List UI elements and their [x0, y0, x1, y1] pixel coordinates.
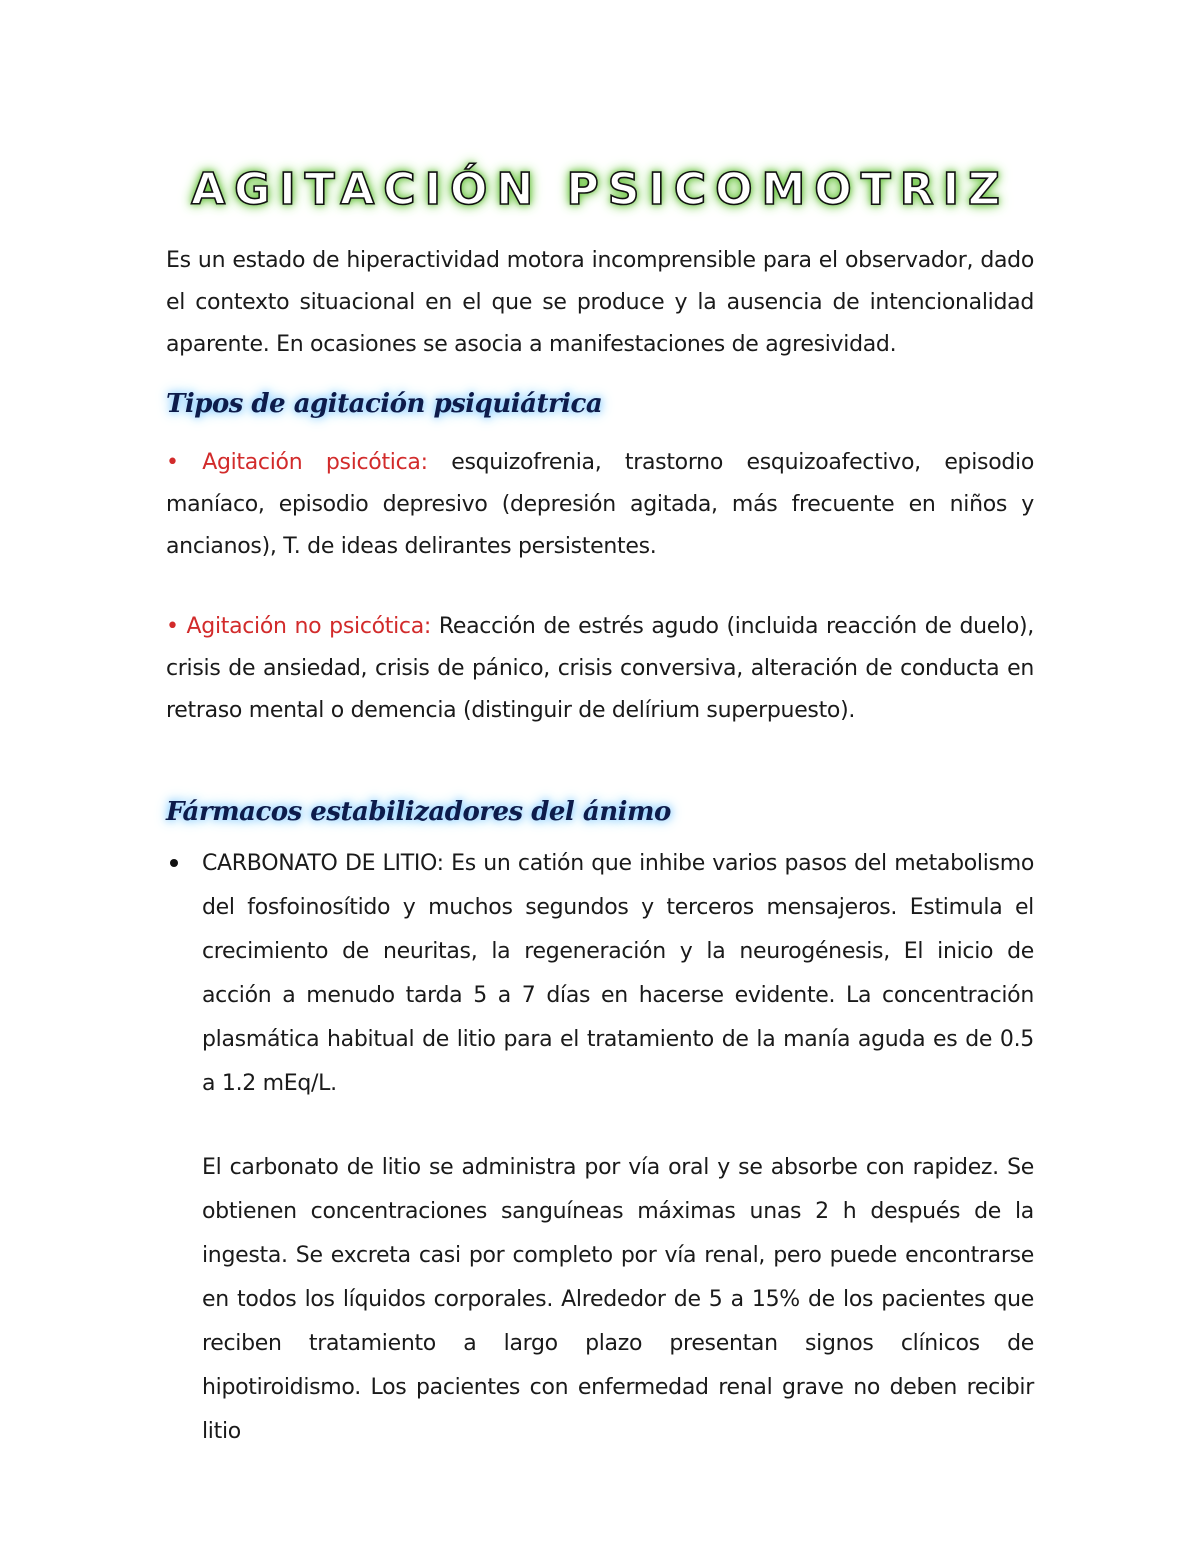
list-item-carbonato-litio [166, 842, 1034, 1454]
carbonato-litio-paragraph-1: CARBONATO DE LITIO: Es un catión que inhibe varios pasos del metabolismo del fosfoinosítido y muchos segundos y terceros mensajeros. Estimula el crecimiento de neuritas, la regeneración y la neurogénesis, El inicio de acción a menudo tarda 5 a 7 días en hacerse evidente. La concentración plasmática habitual de litio para el tratamiento de la manía aguda es de 0.5 a 1.2 mEq/L. [202, 851, 1034, 1096]
farmacos-list [166, 842, 1034, 1454]
agitacion-no-psicotica-text: Reacción de estrés agudo (incluida reacción de duelo), crisis de ansiedad, crisis de pánico, crisis conversiva, alteración de conducta en retraso mental o demencia (distinguir de delírium superpuesto). [166, 614, 1034, 723]
agitacion-psicotica-text: esquizofrenia, trastorno esquizoafectivo, episodio maníaco, episodio depresivo (depresión agitada, más frecuente en niños y ancianos), T. de ideas delirantes persistentes. [166, 450, 1034, 559]
document-content [166, 160, 1034, 1454]
bullet-dot-icon [170, 859, 178, 867]
page-title: AGITACIÓN PSICOMOTRIZ [191, 164, 1009, 215]
agitacion-no-psicotica-paragraph [166, 606, 1034, 732]
agitacion-psicotica-label: • Agitación psicótica: [166, 450, 428, 475]
section-heading-tipos: Tipos de agitación psiquiátrica [166, 389, 603, 419]
carbonato-litio-paragraph-2: El carbonato de litio se administra por vía oral y se absorbe con rapidez. Se obtienen concentraciones sanguíneas máximas unas 2 h después de la ingesta. Se excreta casi por completo por vía renal, pero puede encontrarse en todos los líquidos corporales. Alrededor de 5 a 15% de los pacientes que reciben tratamiento a largo plazo presentan signos clínicos de hipotiroidismo. Los pacientes con enfermedad renal grave no deben recibir litio [202, 1155, 1034, 1444]
section-heading-farmacos: Fármacos estabilizadores del ánimo [166, 797, 671, 827]
agitacion-psicotica-paragraph [166, 442, 1034, 568]
intro-paragraph: Es un estado de hiperactividad motora incomprensible para el observador, dado el contexto situacional en el que se produce y la ausencia de intencionalidad aparente. En ocasiones se asocia a manifestaciones de agresividad. [166, 248, 1034, 357]
agitacion-no-psicotica-label: • Agitación no psicótica: [166, 614, 432, 639]
